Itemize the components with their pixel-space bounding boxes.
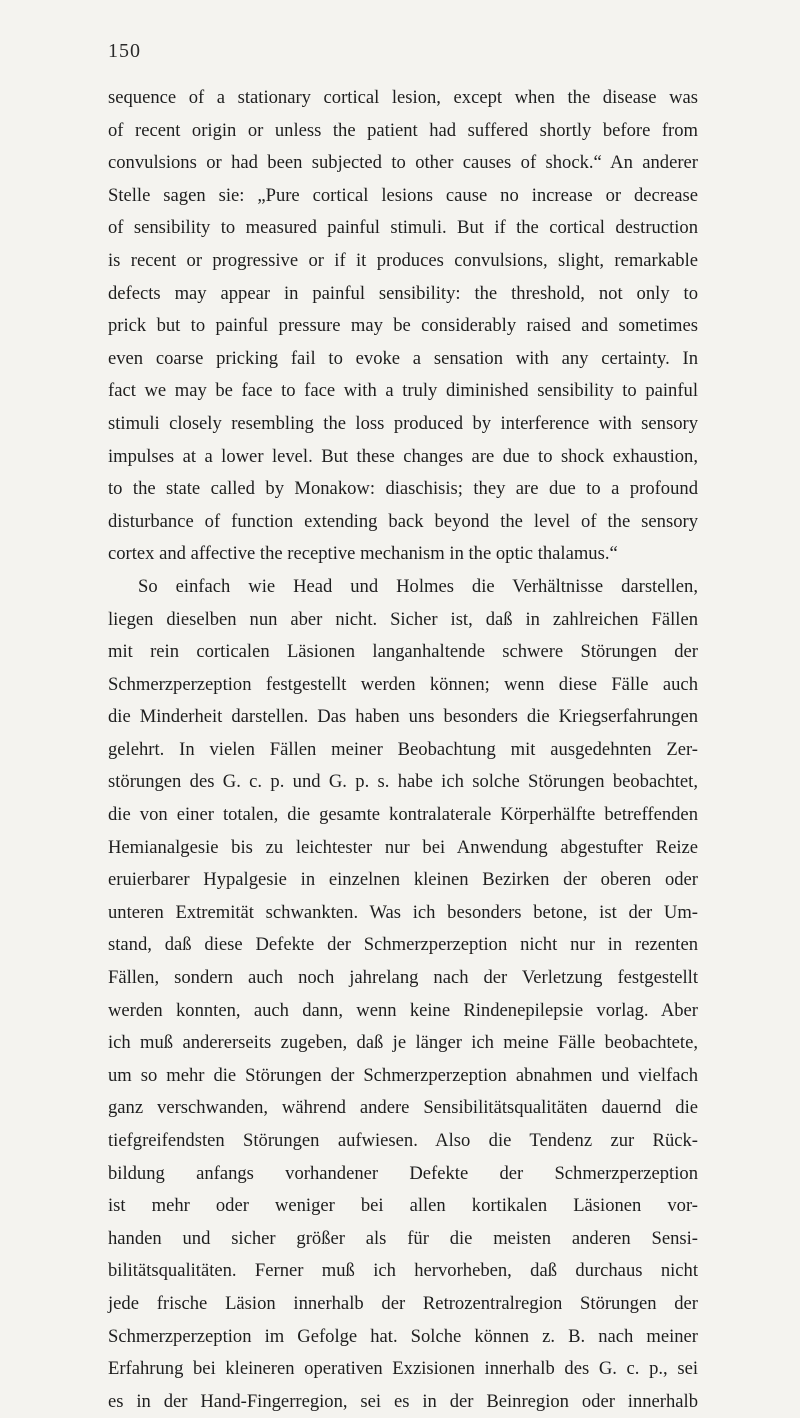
text-line: gelehrt. In vielen Fällen meiner Beobachtung mit ausgedehnten Zer- [108,738,698,760]
text-line: um so mehr die Störungen der Schmerzperzeption abnahmen und vielfach [108,1064,698,1086]
text-line: tiefgreifendsten Störungen aufwiesen. Also die Tendenz zur Rück- [108,1130,698,1151]
text-line: stand, daß diese Defekte der Schmerzperzeption nicht nur in rezenten [108,934,698,956]
text-line: werden konnten, auch dann, wenn keine Rindenepilepsie vorlag. Aber [108,999,698,1021]
text-line: unteren Extremität schwankten. Was ich besonders betone, ist der Um- [108,901,698,923]
text-line: disturbance of function extending back beyond the level of the sensory [108,510,698,532]
text-line: convulsions or had been subjected to other causes of shock.“ An anderer [108,152,698,174]
text-line: of sensibility to measured painful stimuli. But if the cortical destruction [108,217,698,239]
text-line: cortex and affective the receptive mechanism in the optic thalamus.“ [108,543,618,565]
text-line: jede frische Läsion innerhalb der Retrozentralregion Störungen der [108,1292,698,1314]
text-line: fact we may be face to face with a truly diminished sensibility to painful [108,380,698,402]
text-line: die Minderheit darstellen. Das haben uns besonders die Kriegserfahrungen [108,706,698,728]
text-line: defects may appear in painful sensibility: the threshold, not only to [108,282,698,304]
text-line: ich muß andererseits zugeben, daß je länger ich meine Fälle beobachtete, [108,1032,698,1054]
text-line: handen und sicher größer als für die meisten anderen Sensi- [108,1227,698,1249]
text-line: Schmerzperzeption im Gefolge hat. Solche können z. B. nach meiner [108,1325,698,1347]
text-line: even coarse pricking fail to evoke a sensation with any certainty. In [108,347,698,369]
text-line: es in der Hand-Fingerregion, sei es in der Beinregion oder innerhalb [108,1390,698,1412]
text-line: Fällen, sondern auch noch jahrelang nach der Verletzung festgestellt [108,967,698,989]
text-line: die von einer totalen, die gesamte kontralaterale Körperhälfte betreffenden [108,804,698,826]
text-line: bilitätsqualitäten. Ferner muß ich hervorheben, daß durchaus nicht [108,1260,698,1282]
text-line: Schmerzperzeption festgestellt werden können; wenn diese Fälle auch [108,673,698,695]
text-line: Hemianalgesie bis zu leichtester nur bei Anwendung abgestufter Reize [108,836,698,858]
text-line: eruierbarer Hypalgesie in einzelnen kleinen Bezirken der oberen oder [108,869,698,891]
text-line: stimuli closely resembling the loss produced by interference with sensory [108,412,698,434]
text-line: Stelle sagen sie: „Pure cortical lesions cause no increase or decrease [108,184,698,206]
text-line: of recent origin or unless the patient had suffered shortly before from [108,119,698,141]
text-line: ist mehr oder weniger bei allen kortikalen Läsionen vor- [108,1195,698,1217]
text-line: sequence of a stationary cortical lesion, except when the disease was [108,87,698,108]
text-line: is recent or progressive or if it produces convulsions, slight, remarkable [108,249,698,271]
body-text [108,82,698,1418]
text-line: to the state called by Monakow: diaschisis; they are due to a profound [108,478,698,500]
text-line: bildung anfangs vorhandener Defekte der Schmerzperzeption [108,1162,698,1184]
text-line: liegen dieselben nun aber nicht. Sicher ist, daß in zahlreichen Fällen [108,608,698,630]
page-number: 150 [108,40,141,62]
text-line: prick but to painful pressure may be considerably raised and sometimes [108,315,698,337]
text-line: ganz verschwanden, während andere Sensibilitätsqualitäten dauernd die [108,1097,698,1119]
text-line: Erfahrung bei kleineren operativen Exzisionen innerhalb des G. c. p., sei [108,1358,698,1380]
text-line: mit rein corticalen Läsionen langanhaltende schwere Störungen der [108,641,698,663]
text-line: So einfach wie Head und Holmes die Verhältnisse darstellen, [138,575,698,597]
text-line: störungen des G. c. p. und G. p. s. habe ich solche Störungen beobachtet, [108,771,698,793]
text-line: impulses at a lower level. But these changes are due to shock exhaustion, [108,445,698,467]
